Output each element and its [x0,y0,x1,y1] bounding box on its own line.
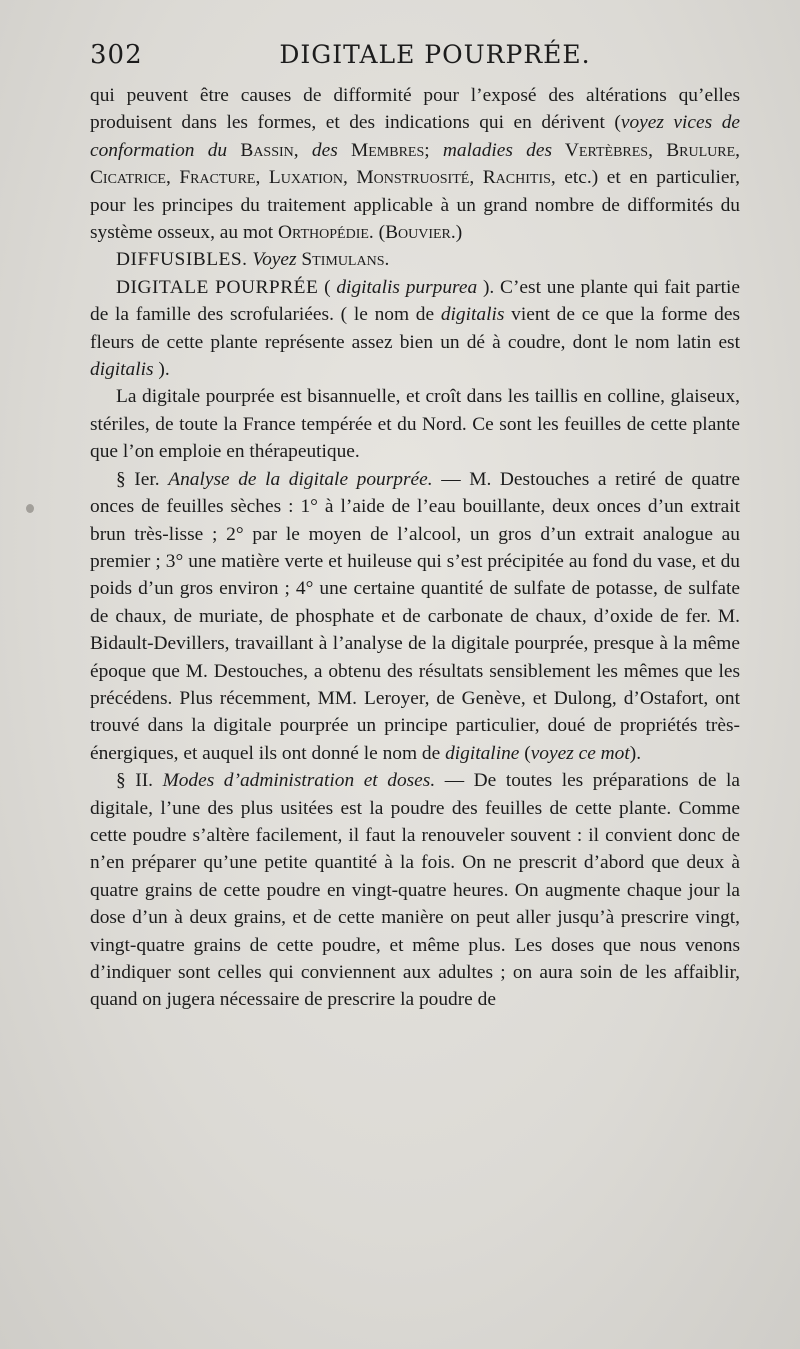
entry-digitale-pourpree: DIGITALE POURPRÉE ( digitalis purpurea ). C’est une plante qui fait partie de la famille des scrofulariées. ( le nom de digitalis vient de ce que la forme des fleurs de cette plante représente assez bien un dé à coudre, dont le nom latin est digitalis ). [90,276,741,381]
entry-diffusibles: DIFFUSIBLES. Voyez Stimulans. [116,249,390,271]
running-title: DIGITALE POURPRÉE. [279,40,591,69]
section-analyse: § Ier. Analyse de la digitale pourprée. — M. Destouches a retiré de quatre onces de feuilles sèches : 1° à l’aide de l’eau bouillante, deux onces d’un extrait brun très-lisse ; 2° par le moyen de l’alcool, un gros d’un extrait analogue au premier ; 3° une matière verte et huileuse qui s’est précipitée au fond du vase, et du poids d’un gros environ ; 4° une certaine quantité de sulfate de potasse, de sulfate de chaux, de muriate, de phosphate et de carbonate de chaux, d’oxide de fer. M. Bidault-Devillers, travaillant à l’analyse de la digitale pourprée, presque à la même époque que M. Destouches, a obtenu des résultats sensiblement les mêmes que les précédens. Plus récemment, MM. Leroyer, de Genève, et Dulong, d’Ostafort, ont trouvé dans la digitale pourprée un principe particulier, doué de propriétés très-énergiques, et auquel ils ont donné le nom de digitaline (voyez ce mot). [90,468,740,764]
page-body [90,82,740,1014]
section-modes-administration: § II. Modes d’administration et doses. — De toutes les préparations de la digitale, l’une des plus usitées est la poudre des feuilles de cette plante. Comme cette poudre s’altère facilement, il faut la renouveler souvent : il convient donc de n’en préparer qu’une petite quantité à la fois. On ne prescrit d’abord que deux à quatre grains de cette poudre en vingt-quatre heures. On augmente chaque jour la dose d’un à deux grains, et de cette manière on peut aller jusqu’à prescrire vingt, vingt-quatre grains de cette poudre, et même plus. Les doses que nous venons d’indiquer sont celles qui conviennent aux adultes ; on aura soin de les affaiblir, quand on jugera nécessaire de prescrire la poudre de [90,770,740,1011]
page-header [90,40,740,80]
paragraph-description: La digitale pourprée est bisannuelle, et croît dans les taillis en colline, glaiseux, stériles, de toute la France tempérée et du Nord. Ce sont les feuilles de cette plante que l’on emploie en thérapeutique. [90,386,740,463]
entry-heading: DIFFUSIBLES. [116,249,248,271]
paragraph-continuation: qui peuvent être causes de difformité pour l’exposé des altérations qu’elles produisent dans les formes, et des indications qui en dérivent (voyez vices de conformation du Bassin, des Membres; maladies des Vertèbres, Brulure, Cicatrice, Fracture, Luxation, Monstruosité, Rachitis, etc.) et en particulier, pour les principes du traitement applicable à un grand nombre de difformités du système osseux, au mot Orthopédie. (Bouvier.) [90,85,741,244]
paper-stain [26,504,34,513]
page-number: 302 [90,40,143,70]
entry-heading: DIGITALE POURPRÉE [116,276,319,298]
